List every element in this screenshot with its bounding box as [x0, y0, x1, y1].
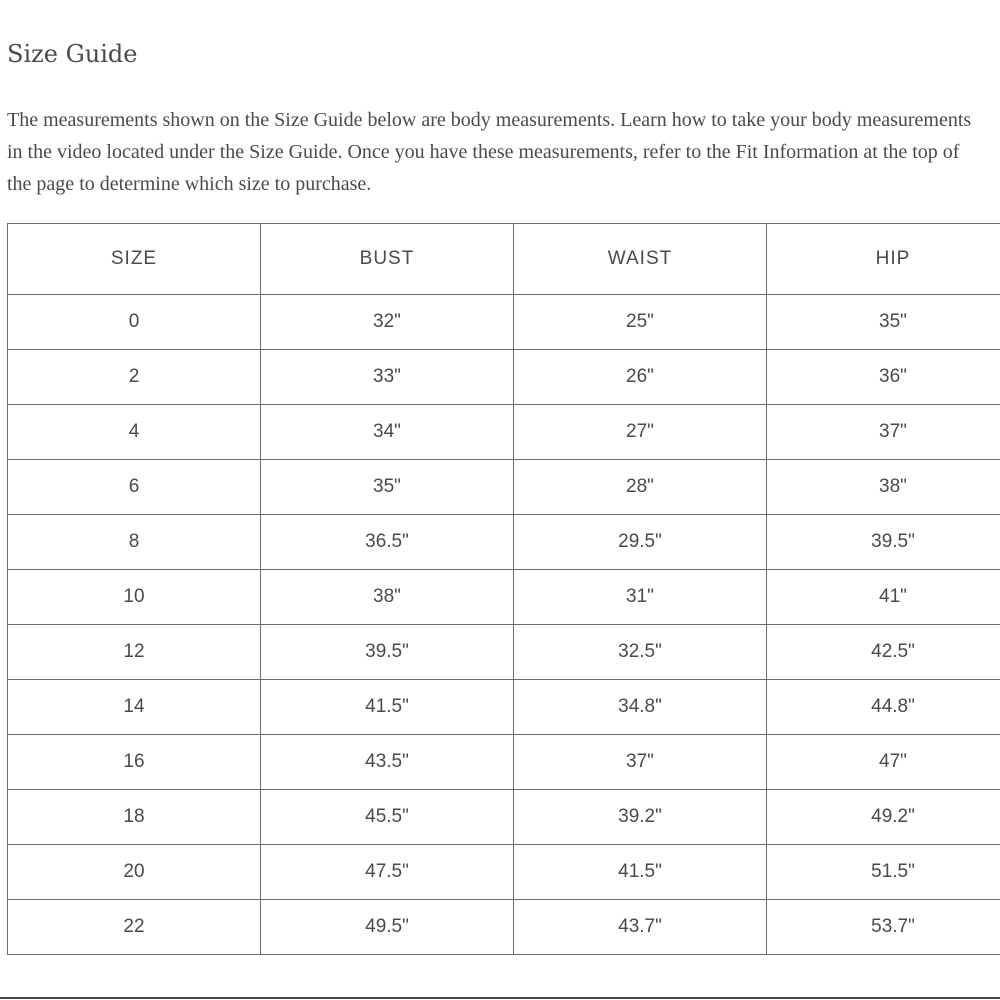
waist-cell: 31": [514, 570, 767, 625]
size-cell: 4: [8, 405, 261, 460]
table-row: [8, 845, 1000, 900]
bust-cell: 36.5": [261, 515, 514, 570]
waist-cell: 26": [514, 350, 767, 405]
hip-cell: 53.7": [767, 900, 1000, 955]
waist-cell: 27": [514, 405, 767, 460]
table-header-row: [8, 224, 1000, 295]
table-row: [8, 790, 1000, 845]
bust-cell: 35": [261, 460, 514, 515]
hip-cell: 51.5": [767, 845, 1000, 900]
bust-cell: 38": [261, 570, 514, 625]
size-cell: 10: [8, 570, 261, 625]
hip-cell: 37": [767, 405, 1000, 460]
table-row: [8, 295, 1000, 350]
header-waist: WAIST: [514, 224, 767, 295]
table-row: [8, 405, 1000, 460]
size-cell: 18: [8, 790, 261, 845]
hip-cell: 49.2": [767, 790, 1000, 845]
size-cell: 6: [8, 460, 261, 515]
table-row: [8, 680, 1000, 735]
table-body: [8, 295, 1000, 955]
waist-cell: 37": [514, 735, 767, 790]
waist-cell: 41.5": [514, 845, 767, 900]
hip-cell: 39.5": [767, 515, 1000, 570]
size-cell: 2: [8, 350, 261, 405]
waist-cell: 25": [514, 295, 767, 350]
table-row: [8, 570, 1000, 625]
bust-cell: 32": [261, 295, 514, 350]
table-row: [8, 515, 1000, 570]
intro-paragraph: The measurements shown on the Size Guide below are body measurements. Learn how to take your body measurements in the video located under the Size Guide. Once you have these measurements, refer to the Fit Information at the top of the page to determine which size to purchase.: [7, 109, 972, 195]
bust-cell: 33": [261, 350, 514, 405]
bust-cell: 49.5": [261, 900, 514, 955]
size-chart-table: [7, 223, 1000, 955]
size-cell: 12: [8, 625, 261, 680]
header-bust: BUST: [261, 224, 514, 295]
waist-cell: 39.2": [514, 790, 767, 845]
table-row: [8, 900, 1000, 955]
size-cell: 0: [8, 295, 261, 350]
size-cell: 16: [8, 735, 261, 790]
table-row: [8, 350, 1000, 405]
size-cell: 20: [8, 845, 261, 900]
waist-cell: 43.7": [514, 900, 767, 955]
bust-cell: 34": [261, 405, 514, 460]
bust-cell: 45.5": [261, 790, 514, 845]
table-row: [8, 460, 1000, 515]
page-title: Size Guide: [7, 40, 138, 68]
hip-cell: 42.5": [767, 625, 1000, 680]
waist-cell: 32.5": [514, 625, 767, 680]
hip-cell: 41": [767, 570, 1000, 625]
hip-cell: 35": [767, 295, 1000, 350]
divider: [0, 997, 1000, 999]
hip-cell: 38": [767, 460, 1000, 515]
hip-cell: 36": [767, 350, 1000, 405]
table-row: [8, 735, 1000, 790]
waist-cell: 28": [514, 460, 767, 515]
bust-cell: 39.5": [261, 625, 514, 680]
header-size: SIZE: [8, 224, 261, 295]
size-cell: 14: [8, 680, 261, 735]
table-row: [8, 625, 1000, 680]
hip-cell: 44.8": [767, 680, 1000, 735]
bust-cell: 41.5": [261, 680, 514, 735]
waist-cell: 34.8": [514, 680, 767, 735]
size-cell: 8: [8, 515, 261, 570]
waist-cell: 29.5": [514, 515, 767, 570]
bust-cell: 47.5": [261, 845, 514, 900]
size-cell: 22: [8, 900, 261, 955]
bust-cell: 43.5": [261, 735, 514, 790]
hip-cell: 47": [767, 735, 1000, 790]
header-hip: HIP: [767, 224, 1000, 295]
